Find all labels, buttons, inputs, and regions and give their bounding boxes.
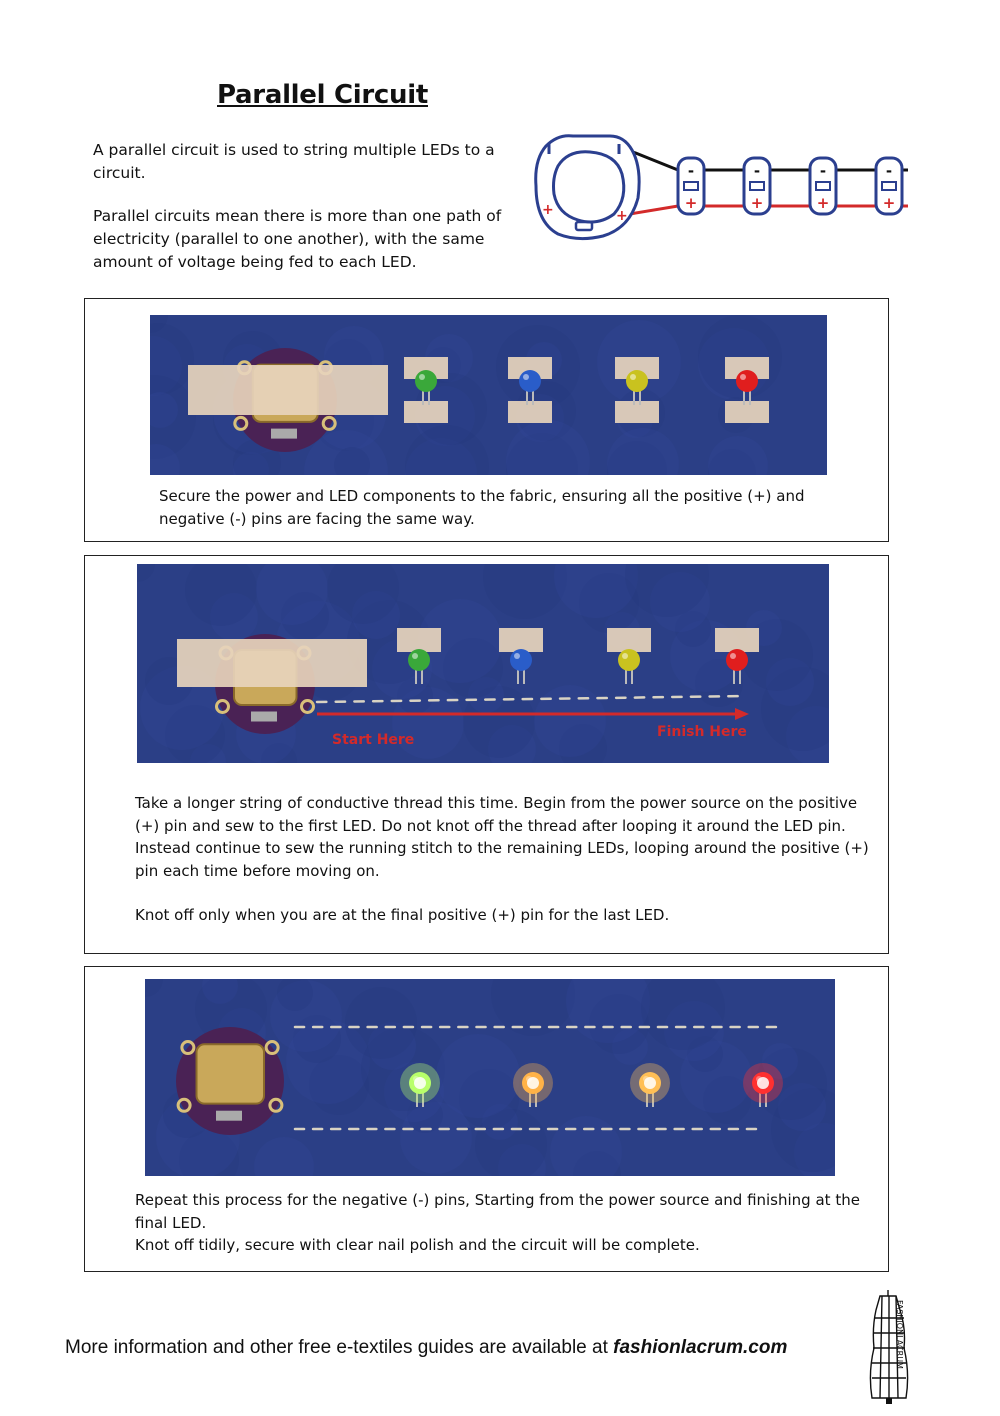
footer — [65, 1337, 787, 1359]
led-yellow-top-tape — [607, 628, 651, 652]
finish-here-label: Finish Here — [657, 724, 747, 740]
led-blue-bottom-tape — [508, 401, 552, 423]
step-3-finish-note: Knot off tidily, secure with clear nail polish and the circuit will be complete. — [135, 1236, 700, 1254]
step-2-text — [135, 792, 875, 927]
diagram-led-plus: + — [882, 194, 896, 212]
step-2-photo — [137, 564, 829, 763]
led-red-top-tape — [715, 628, 759, 652]
step-3-photo — [145, 979, 835, 1176]
fashionlacrum-logo — [866, 1288, 916, 1406]
intro-paragraph-1: A parallel circuit is used to string multiple LEDs to a circuit. — [93, 141, 495, 182]
start-here-label: Start Here — [332, 732, 415, 748]
diagram-led-minus: - — [819, 162, 827, 180]
diagram-led-plus: + — [816, 194, 830, 212]
logo-text: FASHIONLACRUM — [895, 1300, 904, 1369]
footer-site-link[interactable]: fashionlacrum.com — [613, 1337, 788, 1358]
step-2-knot-note: Knot off only when you are at the final positive (+) pin for the last LED. — [135, 906, 670, 924]
page-title: Parallel Circuit — [217, 80, 428, 110]
step-2-instructions: Take a longer string of conductive thread this time. Begin from the power source on the positive (+) pin and sew to the first LED. Do not knot off the thread after looping it around the LED pin. Instead continue to sew the running stitch to the remaining LEDs, looping around the positive (+) pin each time before moving on. — [135, 794, 869, 880]
step-3-instructions: Repeat this process for the negative (-) pins, Starting from the power source and finishing at the final LED. — [135, 1191, 860, 1232]
diagram-led-4 — [876, 158, 902, 214]
diagram-led-minus: - — [885, 162, 893, 180]
step-1-text — [159, 485, 849, 530]
step-1-instructions: Secure the power and LED components to the fabric, ensuring all the positive (+) and negative (-) pins are facing the same way. — [159, 487, 805, 528]
step-1-photo — [150, 315, 827, 475]
step-1-panel — [84, 298, 889, 542]
lilypad-coin-cell-board — [176, 1027, 284, 1135]
led-green-bottom-tape — [404, 401, 448, 423]
diagram-led-3 — [810, 158, 836, 214]
step-2-panel — [84, 555, 889, 954]
intro-paragraph-2: Parallel circuits mean there is more than one path of electricity (parallel to one another), with the same amount of voltage being fed to each LED. — [93, 207, 502, 271]
parallel-circuit-diagram — [528, 128, 908, 246]
led-yellow-bottom-tape — [615, 401, 659, 423]
diagram-led-2 — [744, 158, 770, 214]
step-3-text — [135, 1189, 875, 1257]
diagram-led-plus: + — [684, 194, 698, 212]
footer-text: More information and other free e-textiles guides are available at — [65, 1337, 614, 1358]
diagram-led-1 — [678, 158, 704, 214]
step-3-panel — [84, 966, 889, 1272]
led-green-top-tape — [397, 628, 441, 652]
holder-tape — [177, 639, 367, 687]
holder-plus-label-right: + — [616, 208, 628, 224]
diagram-led-minus: - — [687, 162, 695, 180]
holder-tape — [188, 365, 388, 415]
holder-plus-label-left: + — [542, 202, 554, 218]
diagram-led-plus: + — [750, 194, 764, 212]
led-blue-top-tape — [499, 628, 543, 652]
diagram-led-minus: - — [753, 162, 761, 180]
led-red-bottom-tape — [725, 401, 769, 423]
